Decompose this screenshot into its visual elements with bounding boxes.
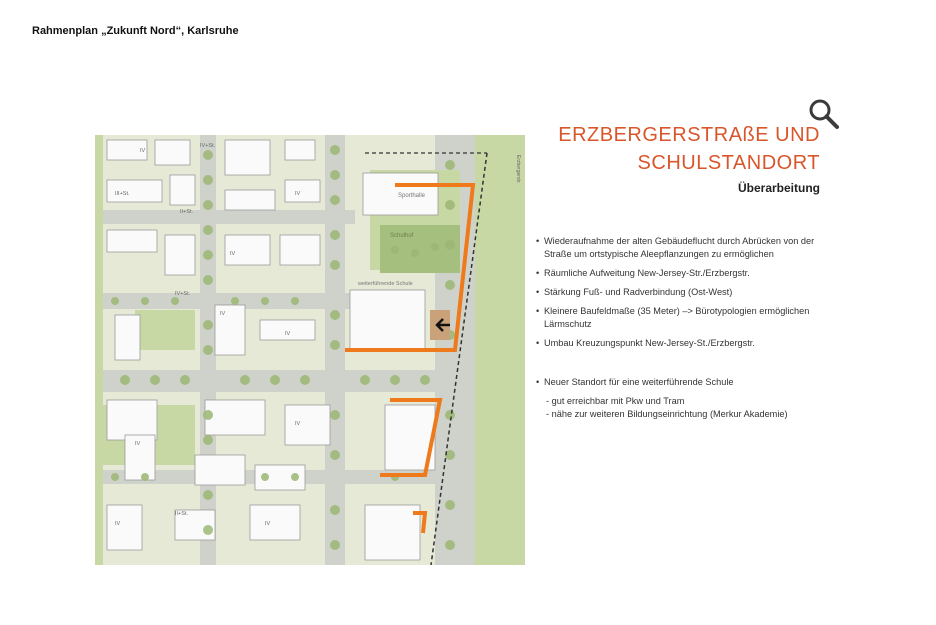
school-bullet: • Neuer Standort für eine weiterführende Schule [536, 376, 836, 389]
label-sporthalle: Sporthalle [398, 193, 426, 199]
storey-label: II+St. [175, 511, 188, 517]
storey-label: IV+St. [175, 291, 191, 297]
bullet-list [536, 235, 836, 421]
storey-label: IV+St. [200, 143, 216, 149]
storey-label: IV [295, 421, 301, 427]
school-details [536, 395, 836, 421]
storey-label: IV [285, 331, 291, 337]
label-schulhof: Schulhof [390, 233, 414, 239]
storey-label: IV [295, 191, 301, 197]
label-schule: weiterführende Schule [358, 281, 413, 287]
list-item: • Wiederaufnahme der alten Gebäudeflucht durch Abrücken von der Straße um ortstypische Aleepflanzungen zu ermöglichen [536, 235, 836, 261]
title-block [558, 121, 820, 195]
storey-label: II+St. [180, 209, 193, 215]
storey-label: IV [265, 521, 271, 527]
storey-label: IV [140, 148, 146, 154]
label-street: Erzbergerstr. [515, 155, 521, 184]
page-title-line-2: SCHULSTANDORT [637, 152, 820, 174]
page-header-title: Rahmenplan „Zukunft Nord“, Karlsruhe [32, 25, 239, 37]
storey-label: IV [115, 521, 121, 527]
list-item: • Räumliche Aufweitung New-Jersey-Str./Erzbergstr. [536, 267, 836, 280]
page-title-line-1: ERZBERGERSTRAßE UND [558, 124, 820, 146]
list-item: • Kleinere Baufeldmaße (35 Meter) –> Bürotypologien ermöglichen Lärmschutz [536, 305, 836, 331]
list-item: • Stärkung Fuß- und Radverbindung (Ost-West) [536, 286, 836, 299]
storey-label: IV [230, 251, 236, 257]
site-plan-map [95, 135, 525, 565]
storey-label: III+St. [115, 191, 130, 197]
school-detail-item: - nähe zur weiteren Bildungseinrichtung (Merkur Akademie) [546, 409, 788, 419]
spacer [536, 356, 836, 376]
storey-label: IV [135, 441, 141, 447]
page-subtitle: Überarbeitung [737, 181, 820, 195]
storey-label: IV [220, 311, 226, 317]
school-detail-item: - gut erreichbar mit Pkw und Tram [546, 396, 685, 406]
list-item: • Umbau Kreuzungspunkt New-Jersey-St./Erzbergstr. [536, 337, 836, 350]
